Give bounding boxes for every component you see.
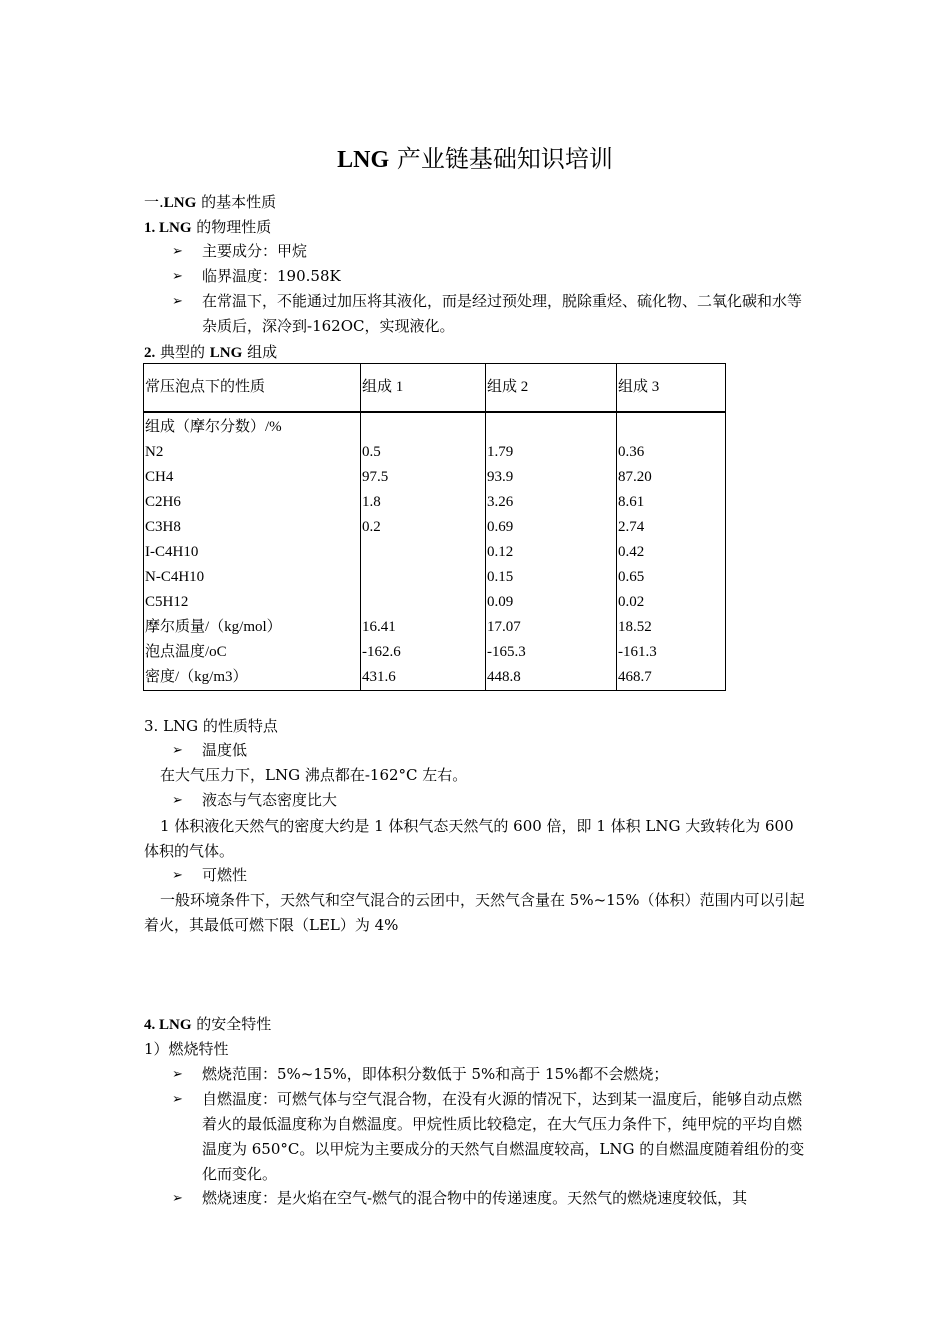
arrow-bullet-icon: ➢ <box>172 868 183 883</box>
table-cell: N2 <box>144 440 361 465</box>
table-cell <box>361 590 486 615</box>
paragraph: 1 体积液化天然气的密度大约是 1 体积气态天然气的 600 倍，即 1 体积 LNG 大致转化为 600 体积的气体。 <box>144 817 794 860</box>
table-row <box>144 465 726 490</box>
subsection-heading-1: 1. LNG 的物理性质 <box>144 218 272 236</box>
table-cell: 97.5 <box>361 465 486 490</box>
table-cell: 密度/（kg/m3） <box>144 665 361 691</box>
table-cell: 0.12 <box>486 540 617 565</box>
table-cell: 2.74 <box>617 515 726 540</box>
arrow-bullet-icon: ➢ <box>172 1067 183 1082</box>
table-cell: -161.3 <box>617 640 726 665</box>
table-header-cell: 组成 3 <box>617 364 726 413</box>
table-row <box>144 540 726 565</box>
table-cell: 448.8 <box>486 665 617 691</box>
table-cell: N-C4H10 <box>144 565 361 590</box>
table-row <box>144 490 726 515</box>
arrow-bullet-icon: ➢ <box>172 1191 183 1206</box>
table-cell <box>617 412 726 440</box>
table-cell: -165.3 <box>486 640 617 665</box>
table-cell: 0.02 <box>617 590 726 615</box>
table-cell: CH4 <box>144 465 361 490</box>
section-heading-1: 一.LNG 的基本性质 <box>144 193 277 211</box>
arrow-bullet-icon: ➢ <box>172 294 183 309</box>
arrow-bullet-icon: ➢ <box>172 743 183 758</box>
document-title: LNG 产业链基础知识培训 <box>337 145 613 173</box>
table-header-cell: 组成 2 <box>486 364 617 413</box>
table-cell <box>486 412 617 440</box>
table-cell: 8.61 <box>617 490 726 515</box>
paragraph: 一般环境条件下，天然气和空气混合的云团中，天然气含量在 5%~15%（体积）范围内可以引起着火，其最低可燃下限（LEL）为 4% <box>144 891 805 934</box>
table-cell: 17.07 <box>486 615 617 640</box>
table-header-row <box>144 364 726 413</box>
table-row <box>144 665 726 691</box>
subsection-heading-4: 4. LNG 的安全特性 <box>144 1015 272 1033</box>
table-cell: 0.2 <box>361 515 486 540</box>
table-cell: 摩尔质量/（kg/mol） <box>144 615 361 640</box>
subsection-heading-3: 3. LNG 的性质特点 <box>144 717 278 735</box>
table-cell: 431.6 <box>361 665 486 691</box>
table-cell: 0.15 <box>486 565 617 590</box>
table-cell: C5H12 <box>144 590 361 615</box>
table-cell: 0.69 <box>486 515 617 540</box>
arrow-bullet-icon: ➢ <box>172 793 183 808</box>
table-cell: I-C4H10 <box>144 540 361 565</box>
table-cell: C3H8 <box>144 515 361 540</box>
table-cell: 组成（摩尔分数）/% <box>144 412 361 440</box>
table-cell: 0.65 <box>617 565 726 590</box>
table-row <box>144 640 726 665</box>
table-row <box>144 565 726 590</box>
table-cell: 93.9 <box>486 465 617 490</box>
table-cell: 16.41 <box>361 615 486 640</box>
table-cell: 1.79 <box>486 440 617 465</box>
subsection-heading-4-1: 1）燃烧特性 <box>144 1040 229 1058</box>
table-cell: 泡点温度/oC <box>144 640 361 665</box>
table-cell: 468.7 <box>617 665 726 691</box>
paragraph: 在大气压力下，LNG 沸点都在-162°C 左右。 <box>160 766 468 784</box>
table-header-cell: 组成 1 <box>361 364 486 413</box>
table-cell <box>361 540 486 565</box>
composition-table <box>143 363 726 691</box>
arrow-bullet-icon: ➢ <box>172 1092 183 1107</box>
table-cell: 18.52 <box>617 615 726 640</box>
table-row <box>144 440 726 465</box>
table-cell: 0.42 <box>617 540 726 565</box>
table-row <box>144 515 726 540</box>
table-cell: 0.36 <box>617 440 726 465</box>
table-cell: 0.09 <box>486 590 617 615</box>
table-cell: 1.8 <box>361 490 486 515</box>
table-row <box>144 412 726 440</box>
table-cell: C2H6 <box>144 490 361 515</box>
table-cell: 3.26 <box>486 490 617 515</box>
document-page: LNG 产业链基础知识培训 一.LNG 的基本性质 1. LNG 的物理性质 ➢ 主要成分：甲烷 ➢ 临界温度：190.58K ➢ 在常温下，不能通过加压将其液化，而是经过预处理，脱除重烃、硫化物、二氧化碳和水等杂质后，深冷到-162OC，实现液化。 2. 典型的 LNG 组成 常压泡点下的性质 组成 1 组成 2 组成 3 组成（摩尔分数）/% N2 0.5 1.79 0.36 CH4 97.5 93.9 87.20 C2H6 1.8 3.26 8.61 C3H8 0.2 0.69 2.74 I-C4H10 0.12 0.42 N-C4H10 0.15 0.65 C5H12 0.09 0.02 摩尔质量/（kg/mol） 16.41 17.07 18.52 泡点温度/oC -162.6 -165.3 -161.3 密度/（kg/m3） 431.6 448.8 468.7 3. LNG 的性质特点 ➢ 温度低 在大气压力下，LNG 沸点都在-162°C 左右。 ➢ 液态与气态密度比大 1 体积液化天然气的密度大约是 1 体积气态天然气的 600 倍，即 1 体积 LNG 大致转化为 600 体积的气体。 ➢ 可燃性 一般环境条件下，天然气和空气混合的云团中，天然气含量在 5%~15%（体积）范围内可以引起着火，其最低可燃下限（LEL）为 4% 4. LNG 的安全特性 1）燃烧特性 ➢ 燃烧范围：5%~15%，即体积分数低于 5%和高于 15%都不会燃烧； ➢ 自燃温度：可燃气体与空气混合物，在没有火源的情况下，达到某一温度后，能够自动点燃着火的最低温度称为自燃温度。甲烷性质比较稳定，在大气压力条件下，纯甲烷的平均自燃温度为 650°C。以甲烷为主要成分的天然气自燃温度较高，LNG 的自燃温度随着组份的变化而变化。 ➢ 燃烧速度：是火焰在空气-燃气的混合物中的传递速度。天然气的燃烧速度较低，其 <box>0 0 950 1344</box>
table-row <box>144 590 726 615</box>
subsection-heading-2: 2. 典型的 LNG 组成 <box>144 343 278 361</box>
table-cell: 87.20 <box>617 465 726 490</box>
table-cell <box>361 565 486 590</box>
table-row <box>144 615 726 640</box>
table-cell: -162.6 <box>361 640 486 665</box>
table-cell <box>361 412 486 440</box>
arrow-bullet-icon: ➢ <box>172 269 183 284</box>
arrow-bullet-icon: ➢ <box>172 244 183 259</box>
table-cell: 0.5 <box>361 440 486 465</box>
table-header-cell: 常压泡点下的性质 <box>144 364 361 413</box>
